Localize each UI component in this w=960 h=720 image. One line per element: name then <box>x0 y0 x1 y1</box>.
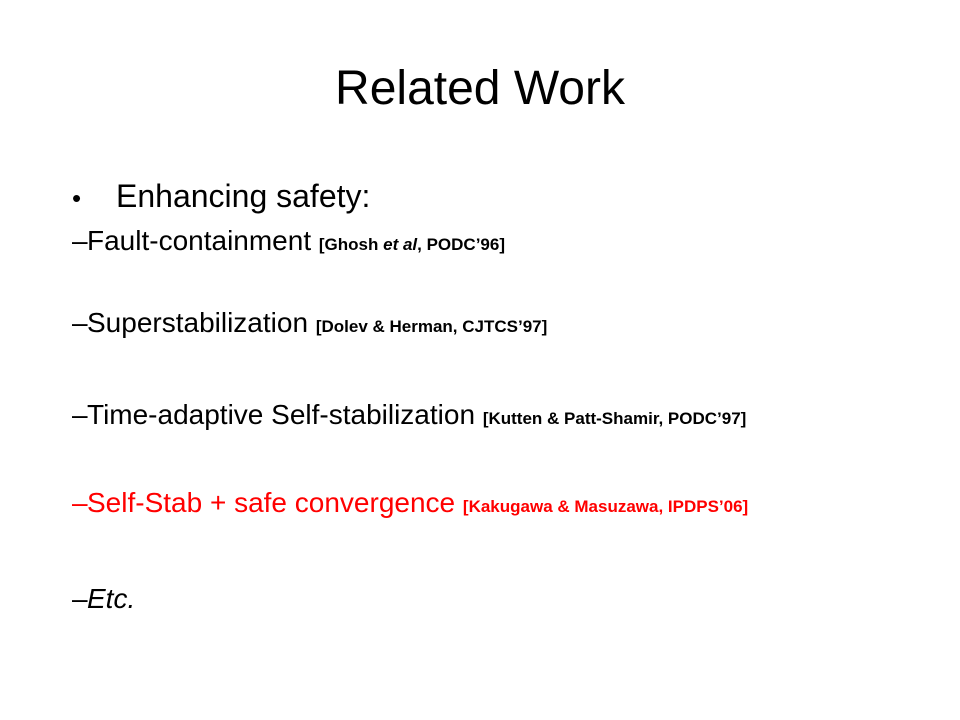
dash-icon: – <box>72 487 88 518</box>
item-citation: [Ghosh et al, PODC’96] <box>318 235 505 254</box>
bullet-icon: • <box>72 183 82 213</box>
dash-icon: – <box>72 307 88 338</box>
bullet-text: Enhancing safety: <box>116 178 371 214</box>
dash-icon: – <box>72 225 88 256</box>
item-text: Self-Stab + safe convergence <box>87 487 456 518</box>
item-text: Superstabilization <box>87 307 309 338</box>
item-citation: [Kakugawa & Masuzawa, IPDPS’06] <box>462 497 749 516</box>
dash-icon: – <box>72 399 88 430</box>
dash-icon: – <box>72 583 88 614</box>
item-citation: [Dolev & Herman, CJTCS’97] <box>315 317 548 336</box>
item-text: Time-adaptive Self-stabilization <box>87 399 476 430</box>
item-text: Etc. <box>87 583 136 614</box>
item-citation: [Kutten & Patt-Shamir, PODC’97] <box>482 409 747 428</box>
slide-title: Related Work <box>335 62 625 115</box>
bullet-enhancing-safety <box>72 174 370 220</box>
item-text: Fault-containment <box>87 225 312 256</box>
